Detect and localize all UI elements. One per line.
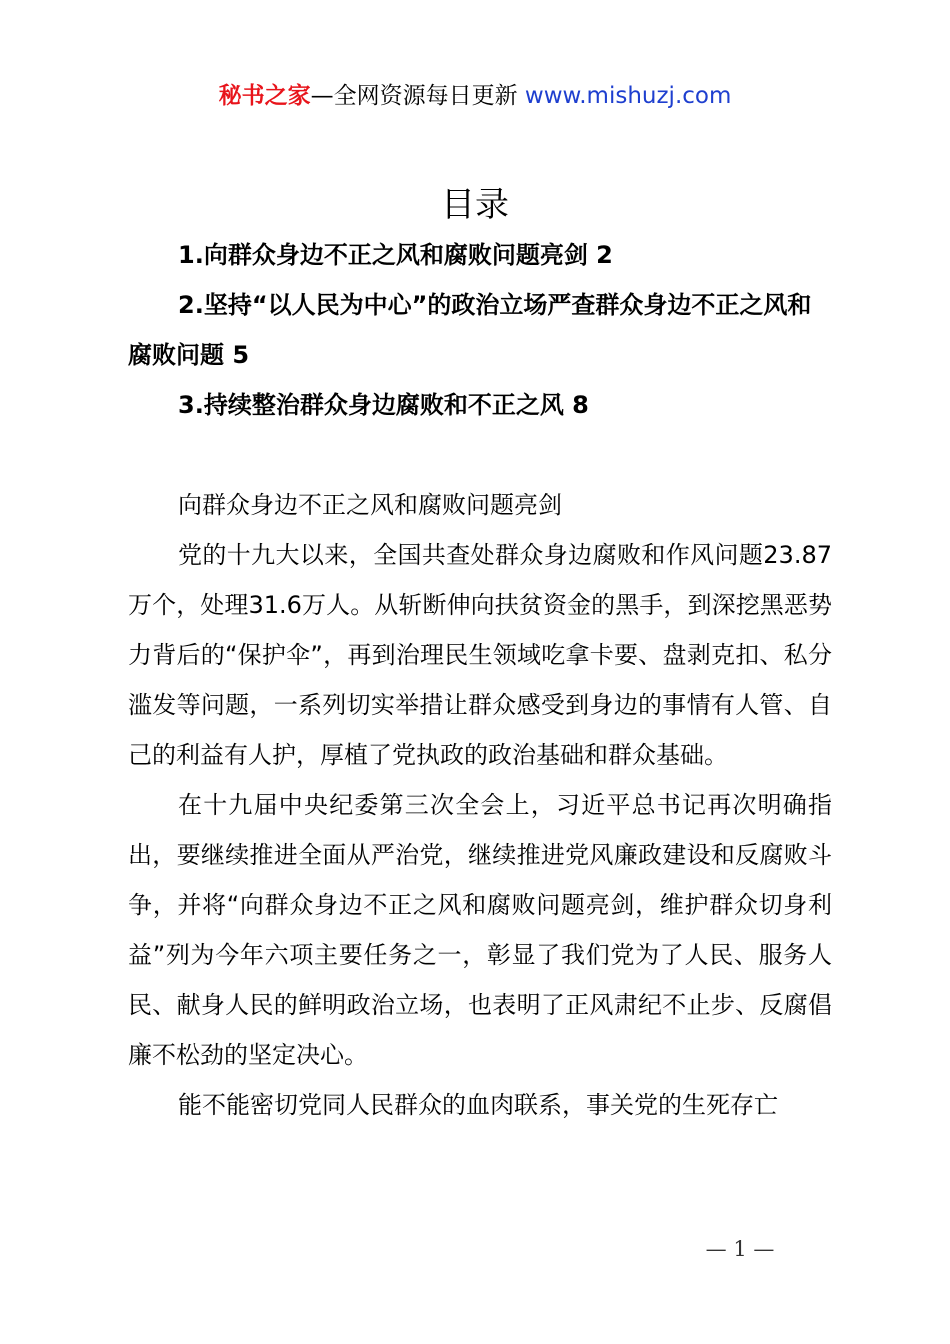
article-body — [128, 480, 832, 1130]
brand-name: 秘书之家 — [218, 83, 311, 109]
site-header — [0, 80, 950, 112]
article-paragraph-2: 在十九届中央纪委第三次全会上，习近平总书记再次明确指出，要继续推进全面从严治党，继续推进党风廉政建设和反腐败斗争，并将“向群众身边不正之风和腐败问题亮剑，维护群众切身利益”列为今年六项主要任务之一，彰显了我们党为了人民、服务人民、献身人民的鲜明政治立场，也表明了正风肃纪不止步、反腐倡廉不松劲的坚定决心。 — [128, 791, 832, 1069]
toc-item-3[interactable]: 3.持续整治群众身边腐败和不正之风 8 — [178, 391, 589, 419]
toc-item-1[interactable]: 1.向群众身边不正之风和腐败问题亮剑 2 — [178, 241, 613, 269]
page-number: — 1 — — [705, 1237, 775, 1261]
toc-item-2[interactable]: 2.坚持“以人民为中心”的政治立场严查群众身边不正之风和腐败问题 5 — [128, 291, 812, 369]
article-paragraph-1: 党的十九大以来，全国共查处群众身边腐败和作风问题23.87万个，处理31.6万人。从斩断伸向扶贫资金的黑手，到深挖黑恶势力背后的“保护伞”，再到治理民生领域吃拿卡要、盘剥克扣、私分滥发等问题，一系列切实举措让群众感受到身边的事情有人管、自己的利益有人护，厚植了党执政的政治基础和群众基础。 — [128, 541, 832, 769]
article-heading: 向群众身边不正之风和腐败问题亮剑 — [178, 491, 562, 519]
toc-title: 目录 — [441, 185, 509, 225]
site-url-link[interactable]: www.mishuzj.com — [524, 83, 732, 109]
article-paragraph-3: 能不能密切党同人民群众的血肉联系，事关党的生死存亡 — [178, 1091, 778, 1119]
header-tagline: —全网资源每日更新 — [310, 83, 525, 109]
